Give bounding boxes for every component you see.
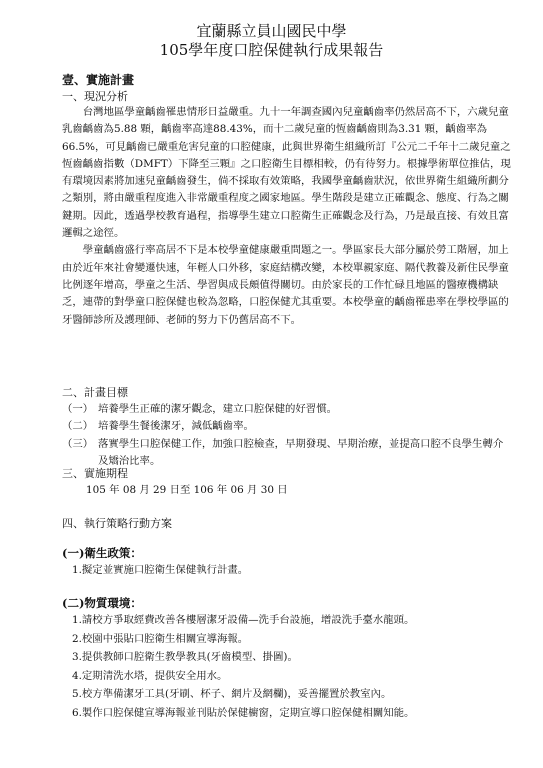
goal-text: 落實學生口腔保健工作，加強口腔檢查，早期發現、早期治療，並提高口腔不良學生轉介及矯治比率。: [98, 437, 504, 467]
section-heading-implementation: 壹、實施計畫: [62, 73, 135, 87]
environment-item: 3.提供教師口腔衛生教學教具(牙齒模型、掛圖)。: [72, 651, 298, 663]
goals-list: [62, 401, 512, 470]
environment-item: 4.定期清洗水塔，提供安全用水。: [72, 669, 228, 682]
subheading-situation-analysis: 一、現況分析: [62, 90, 128, 103]
policy-list: [72, 561, 512, 580]
environment-item: 2.校園中張貼口腔衛生相關宣導海報。: [72, 632, 249, 645]
policy-heading: (一)衛生政策：: [62, 546, 142, 560]
goal-number: （三）: [62, 437, 94, 450]
environment-item: 5.校方準備潔牙工具(牙刷、杯子、網片及網欄)，妥善擺置於教室內。: [72, 688, 392, 700]
report-title: 105學年度口腔保健執行成果報告: [159, 41, 384, 59]
environment-heading: (二)物質環境：: [62, 596, 142, 610]
policy-item: 1.擬定並實施口腔衛生保健執行計畫。: [72, 564, 249, 576]
goal-item: [62, 418, 512, 435]
subheading-action-plan: 四、執行策略行動方案: [62, 517, 172, 530]
goal-text: 培養學生餐後潔牙，減低齲齒率。: [98, 420, 254, 433]
goal-number: （二）: [62, 420, 94, 433]
environment-item: 1.請校方爭取經費改善各樓層潔牙設備—洗手台設施，增設洗手臺水龍頭。: [72, 614, 415, 626]
situation-analysis-text: [62, 104, 512, 329]
environment-item: 6.製作口腔保健宣導海報並刊貼於保健櫥窗，定期宣導口腔保健相關知能。: [72, 706, 415, 719]
schedule-period: 105 年 08 月 29 日至 106 年 06 月 30 日: [86, 484, 288, 496]
environment-list: [72, 611, 512, 722]
goal-item: [62, 401, 512, 418]
subheading-schedule: 三、實施期程: [62, 467, 128, 480]
analysis-paragraph-1: 台灣地區學童齲齒罹患情形日益嚴重。九十一年調查國內兒童齲齒率仍然居高不下，六歲兒童乳齒齲齒為5.88 顆，齲齒率高達88.43%，而十二歲兒童的恆齒齲齒則為3.31 顆，齲齒率為66.5%，可見齲齒已嚴重危害兒童的口腔健康，此與世界衛生組織所訂『公元二千年十二歲兒童之恆齒齲齒指數（DMFT）下降至三顆』之口腔衛生目標相較，仍有待努力。根據學術單位推估，現有環境因素將加速兒童齲齒發生，倘不採取有效策略，我國學童齲齒狀況，依世界衛生組織所劃分之類別，將由嚴重程度進入非常嚴重程度之國家地區。學生階段是建立正確觀念、態度、行為之關鍵期。因此，透過學校教育過程，指導學生建立口腔衛生正確觀念及行為，乃是最直接、有效且富邏輯之途徑。: [62, 106, 511, 240]
subheading-plan-goals: 二、計畫目標: [62, 386, 128, 399]
analysis-paragraph-2: 學童齲齒盛行率高居不下是本校學童健康嚴重問題之一。學區家長大部分屬於勞工階層，加上由於近年來社會變遷快速，年輕人口外移，家庭結構改變，本校單親家庭、隔代教養及新住民學童比例逐年增高，學童之生活、學習與成長頗值得關切。由於家長的工作忙碌且地區的醫療機構缺乏，連帶的對學童口腔保健也較為忽略，口腔保健尤其重要。本校學童的齲齒罹患率在學校學區的牙醫師診所及護理師、老師的努力下仍舊居高不下。: [62, 244, 509, 326]
goal-text: 培養學生正確的潔牙觀念，建立口腔保健的好習慣。: [98, 403, 337, 415]
goal-number: （一）: [62, 403, 94, 415]
goal-item: [62, 436, 512, 471]
school-name: 宜蘭縣立員山國民中學: [196, 22, 347, 40]
